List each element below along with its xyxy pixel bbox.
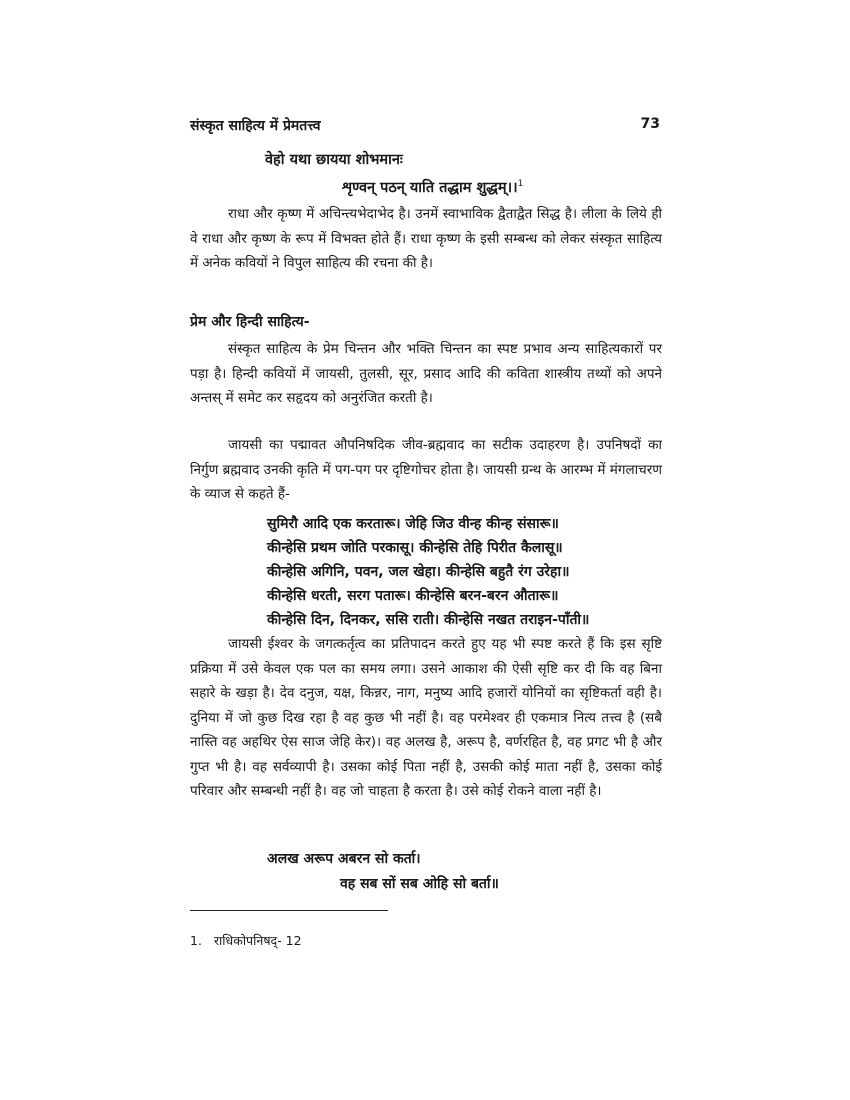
section-heading: प्रेम और हिन्दी साहित्य-	[190, 314, 310, 330]
jayasi-couplets	[267, 512, 667, 632]
opening-verse-line-2-text: शृण्वन् पठन् याति तद्धाम शुद्धम्।।	[342, 179, 518, 196]
closing-verse-line-2: वह सब सों सब ओहि सो बर्ता॥	[340, 876, 499, 892]
page-number: 73	[640, 116, 660, 132]
couplet-line: सुमिरौ आदि एक करतारू। जेहि जिउ वीन्ह कीन्ह संसारू॥	[267, 516, 559, 532]
opening-verse-line-2	[342, 172, 523, 200]
couplet-line: कीन्हेसि दिन, दिनकर, ससि राती। कीन्हेसि नखत तराइन-पाँती॥	[267, 612, 590, 628]
opening-verse-line-1	[265, 148, 403, 172]
paragraph-hindi-literature: संस्कृत साहित्य के प्रेम चिन्तन और भक्ति चिन्तन का स्पष्ट प्रभाव अन्य साहित्यकारों पर पड़ा है। हिन्दी कवियों में जायसी, तुलसी, सूर, प्रसाद आदि की कविता शास्त्रीय तथ्यों को अपने अन्तस् में समेट कर सहृदय को अनुरंजित करती है।	[190, 341, 662, 406]
closing-verse-line-1: अलख अरूप अबरन सो कर्ता।	[267, 851, 421, 867]
couplet-line: कीन्हेसि अगिनि, पवन, जल खेहा। कीन्हेसि बहुतै रंग उरेहा॥	[267, 564, 570, 580]
running-title: संस्कृत साहित्य में प्रेमतत्त्व	[190, 118, 321, 134]
running-header	[190, 116, 660, 138]
paragraph-radha-krishna: राधा और कृष्ण में अचिन्त्यभेदाभेद है। उनमें स्वाभाविक द्वैताद्वैत सिद्ध है। लीला के लिये ही वे राधा और कृष्ण के रूप में विभक्त होते हैं। राधा कृष्ण के इसी सम्बन्ध को लेकर संस्कृत साहित्य में अनेक कवियों ने विपुल साहित्य की रचना की है।	[190, 206, 662, 271]
paragraph-jayasi-intro: जायसी का पद्मावत औपनिषदिक जीव-ब्रह्मवाद का सटीक उदाहरण है। उपनिषदों का निर्गुण ब्रह्मवाद उनकी कृति में पग-पग पर दृष्टिगोचर होता है। जायसी ग्रन्थ के आरम्भ में मंगलाचरण के व्याज से कहते हैं-	[190, 437, 662, 502]
footnote-number: 1.	[190, 933, 202, 948]
opening-verse-line-1-text: वेहो यथा छायया शोभमानः	[265, 152, 403, 168]
footnote-reference: 1	[517, 179, 524, 189]
footnote	[190, 932, 302, 949]
footnote-text: राधिकोपनिषद्- 12	[213, 933, 302, 948]
footnote-separator	[190, 910, 388, 911]
paragraph-jayasi-creation: जायसी ईश्वर के जगत्कर्तृत्व का प्रतिपादन करते हुए यह भी स्पष्ट करते हैं कि इस सृष्टि प्रक्रिया में उसे केवल एक पल का समय लगा। उसने आकाश की ऐसी सृष्टि कर दी कि वह बिना सहारे के खड़ा है। देव दनुज, यक्ष, किन्नर, नाग, मनुष्य आदि हजारों योनियों का सृष्टिकर्ता वही है। दुनिया में जो कुछ दिख रहा है वह कुछ भी नहीं है। वह परमेश्वर ही एकमात्र नित्य तत्त्व है (सबै नास्ति वह अहथिर ऐस साज जेहि केर)। वह अलख है, अरूप है, वर्णरहित है, वह प्रगट भी है और गुप्त भी है। वह सर्वव्यापी है। उसका कोई पिता नहीं है, उसकी कोई माता नहीं है, उसका कोई परिवार और सम्बन्धी नहीं है। वह जो चाहता है करता है। उसे कोई रोकने वाला नहीं है।	[190, 636, 662, 799]
couplet-line: कीन्हेसि धरती, सरग पतारू। कीन्हेसि बरन-बरन औतारू॥	[267, 588, 559, 604]
couplet-line: कीन्हेसि प्रथम जोति परकासू। कीन्हेसि तेहि पिरीत कैलासू॥	[267, 540, 563, 556]
